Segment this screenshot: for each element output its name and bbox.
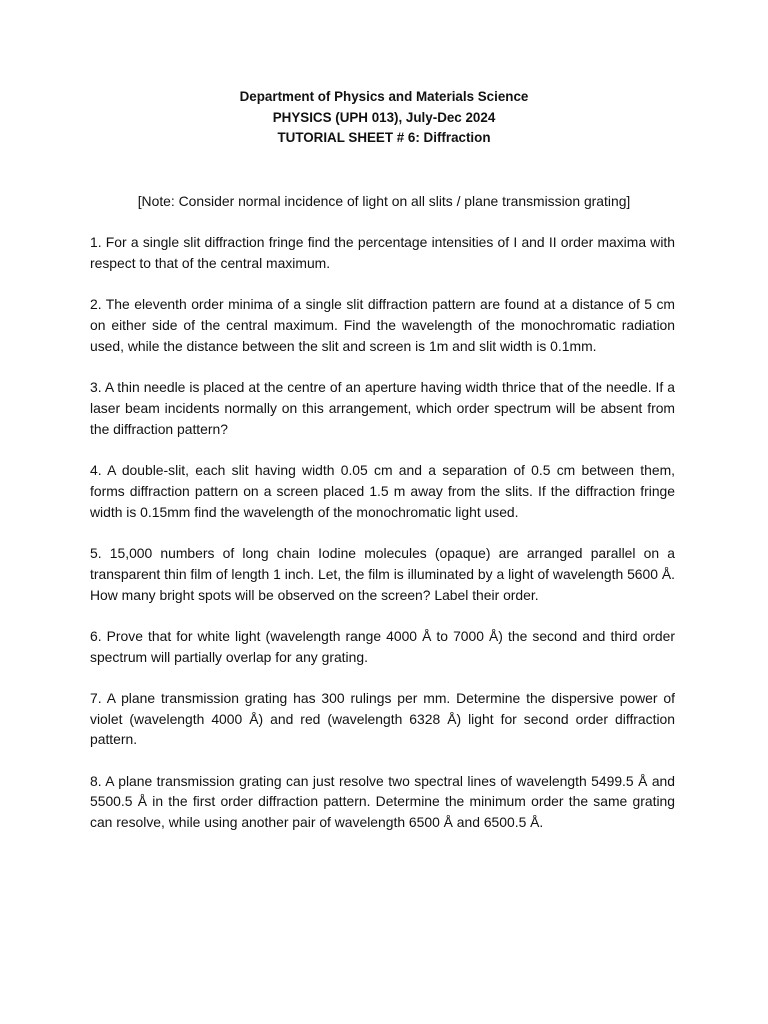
- question-8: 8. A plane transmission grating can just resolve two spectral lines of wavelength 5499.5 Å and 5500.5 Å in the first order diffraction pattern. Determine the minimum order the same grating can resolve, while using another pair of wavelength 6500 Å and 6500.5 Å.: [90, 772, 675, 831]
- question-list: [90, 232, 675, 853]
- question-6: 6. Prove that for white light (wavelength range 4000 Å to 7000 Å) the second and third order spectrum will partially overlap for any grating.: [90, 627, 675, 665]
- question-2: 2. The eleventh order minima of a single slit diffraction pattern are found at a distance of 5 cm on either side of the central maximum. Find the wavelength of the monochromatic radiation used, while the distance between the slit and screen is 1m and slit width is 0.1mm.: [90, 296, 675, 354]
- course-title: PHYSICS (UPH 013), July-Dec 2024: [272, 109, 496, 125]
- question-4: 4. A double-slit, each slit having width 0.05 cm and a separation of 0.5 cm between them, forms diffraction pattern on a screen placed 1.5 m away from the slits. If the diffraction fringe width is 0.15mm find the wavelength of the monochromatic light used.: [90, 461, 675, 520]
- document-header: [0, 87, 768, 149]
- question-1: 1. For a single slit diffraction fringe find the percentage intensities of I and II order maxima with respect to that of the central maximum.: [90, 234, 675, 271]
- question-3: 3. A thin needle is placed at the centre of an aperture having width thrice that of the needle. If a laser beam incidents normally on this arrangement, which order spectrum will be absent from the diffraction pattern?: [90, 378, 675, 437]
- question-7: 7. A plane transmission grating has 300 rulings per mm. Determine the dispersive power of violet (wavelength 4000 Å) and red (wavelength 6328 Å) light for second order diffraction pattern.: [90, 689, 675, 748]
- department-title: Department of Physics and Materials Science: [239, 89, 529, 104]
- tutorial-sheet-title: TUTORIAL SHEET # 6: Diffraction: [277, 130, 491, 145]
- note-text: [Note: Consider normal incidence of light on all slits / plane transmission grating]: [137, 193, 631, 209]
- question-5: 5. 15,000 numbers of long chain Iodine molecules (opaque) are arranged parallel on a transparent thin film of length 1 inch. Let, the film is illuminated by a light of wavelength 5600 Å. How many bright spots will be observed on the screen? Label their order.: [90, 544, 675, 603]
